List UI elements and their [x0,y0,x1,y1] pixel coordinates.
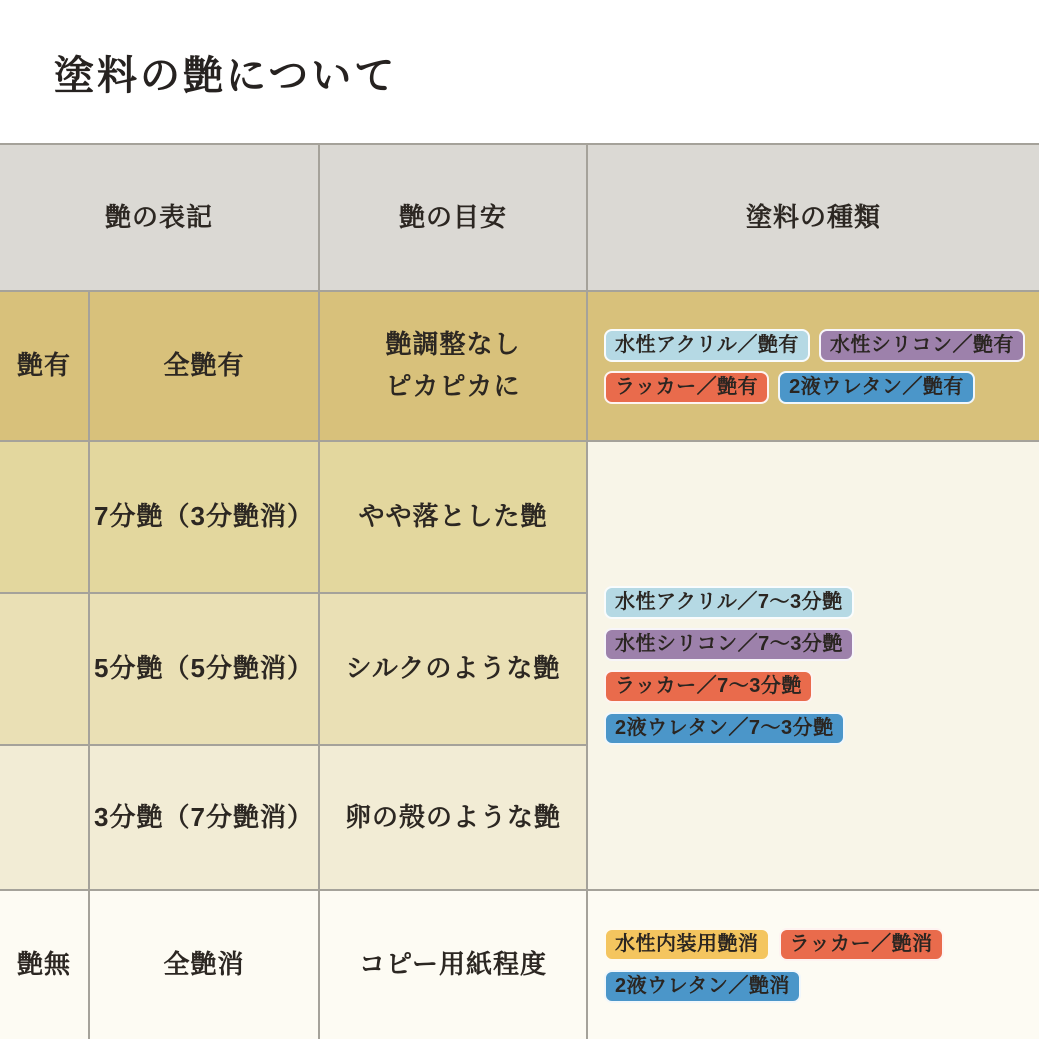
mid-rows-paint-types [588,442,1039,889]
header-paint-types: 塗料の種類 [588,145,1039,290]
badge-lacquer-matte: ラッカー／艶消 [779,928,944,961]
badge-line [604,928,944,961]
badge-aqueous-silicone-mid: 水性シリコン／7〜3分艶 [604,628,854,661]
row-7bu-guide: やや落とした艶 [320,442,586,592]
badge-aqueous-acrylic-mid: 水性アクリル／7〜3分艶 [604,586,854,619]
row-5bu-guide: シルクのような艶 [320,594,586,744]
row-matte-paint-types [588,891,1039,1039]
badge-line [604,329,1025,362]
header-gloss-notation: 艶の表記 [0,145,318,290]
badge-lacquer-mid: ラッカー／7〜3分艶 [604,670,813,703]
row-matte-notation: 全艶消 [90,891,318,1039]
row-7bu-category [0,442,88,592]
badge-line [604,371,975,404]
row-gloss-guide-line2: ピカピカに [385,371,521,401]
row-matte-guide: コピー用紙程度 [320,891,586,1039]
row-7bu-notation: 7分艶（3分艶消） [90,442,318,592]
row-gloss-guide [320,292,586,440]
row-3bu-category [0,746,88,889]
badge-aqueous-acrylic-gloss: 水性アクリル／艶有 [604,329,810,362]
row-gloss-guide-line1: 艶調整なし [385,329,521,360]
page-title: 塗料の艶について [54,54,398,98]
row-3bu-notation: 3分艶（7分艶消） [90,746,318,889]
row-3bu-guide: 卵の殻のような艶 [320,746,586,889]
badge-urethane-mid: 2液ウレタン／7〜3分艶 [604,712,845,745]
row-matte-category: 艶無 [0,891,88,1039]
badge-lacquer-gloss: ラッカー／艶有 [604,371,769,404]
badge-aqueous-silicone-gloss: 水性シリコン／艶有 [819,329,1025,362]
gloss-table [0,143,1039,1039]
badge-aqueous-interior-matte: 水性内装用艶消 [604,928,770,961]
header-gloss-guide: 艶の目安 [320,145,586,290]
row-gloss-notation: 全艶有 [90,292,318,440]
row-5bu-notation: 5分艶（5分艶消） [90,594,318,744]
badge-urethane-matte: 2液ウレタン／艶消 [604,970,801,1003]
badge-urethane-gloss: 2液ウレタン／艶有 [778,371,975,404]
row-5bu-category [0,594,88,744]
row-gloss-category: 艶有 [0,292,88,440]
badge-line [604,970,801,1003]
row-gloss-paint-types [588,292,1039,440]
